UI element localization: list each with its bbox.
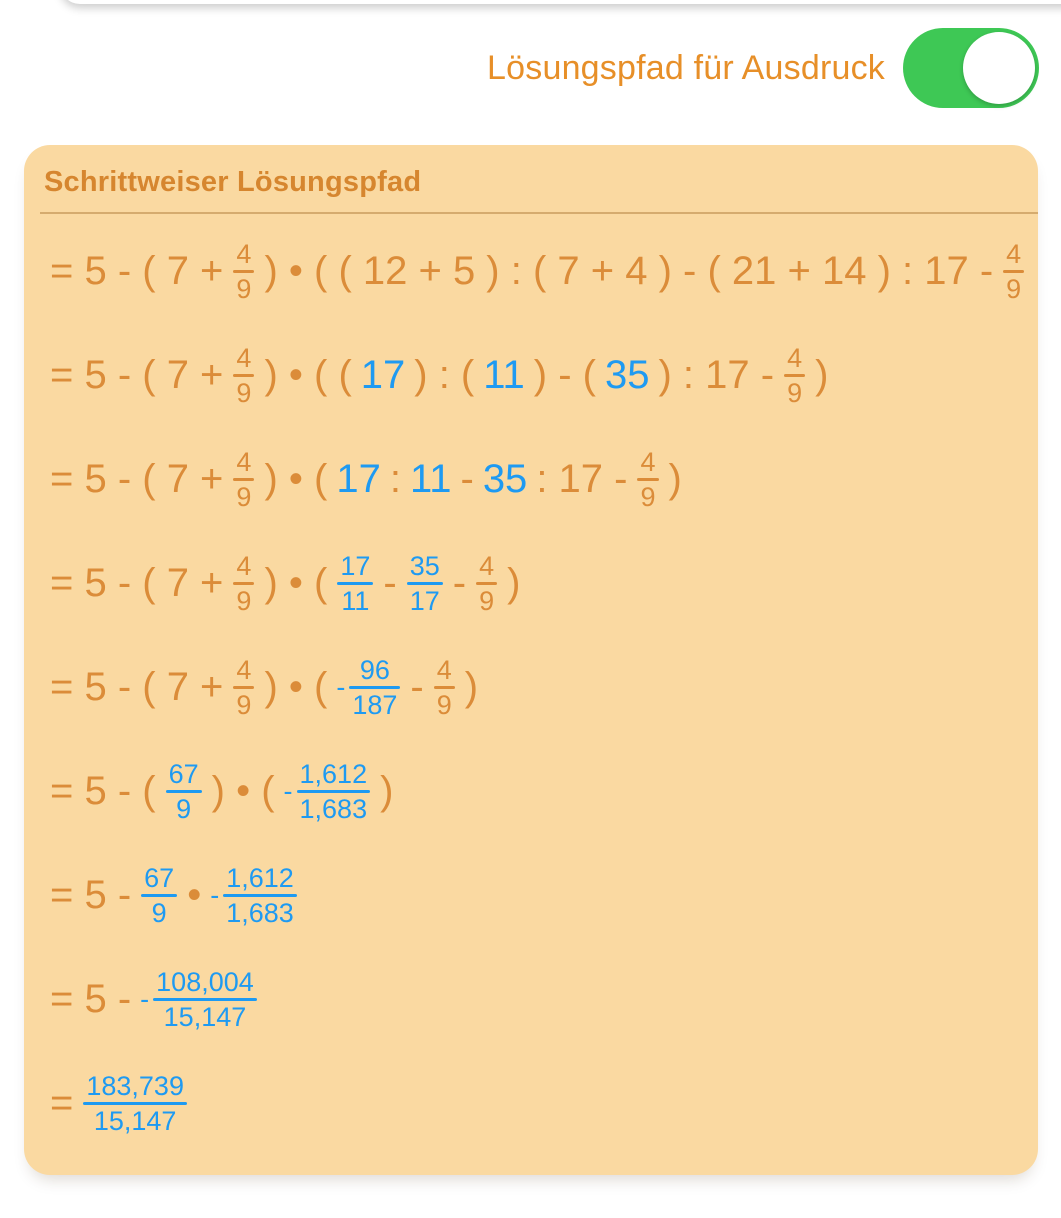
math-line [50,532,1038,636]
fraction: $\frac{4}{9}$ [232,344,255,408]
fraction: $\frac{4}{9}$ [636,448,659,512]
previous-card-bottom-edge [60,0,1061,4]
math-text: = [50,1081,74,1125]
math-text: ) [380,769,394,813]
math-line [50,844,1038,948]
fraction: $\frac{4}{9}$ [232,448,255,512]
fraction: - $\frac{1,612}{1,683}$ [284,760,372,824]
math-text: = 5 - [50,977,132,1021]
fraction-sign: - [140,984,150,1015]
math-text: 17 [360,353,406,397]
fraction: $\frac{4}{9}$ [475,552,498,616]
math-text: • [187,873,202,917]
math-text: - [460,457,474,501]
fraction-sign: - [210,880,220,911]
math-text: = 5 - ( [50,769,156,813]
fraction: $\frac{4}{9}$ [232,240,255,304]
math-line [50,740,1038,844]
math-text: 11 [409,457,452,501]
math-line [50,1052,1038,1156]
math-line [50,428,1038,532]
fraction: $\frac{67}{9}$ [165,760,203,824]
fraction: $\frac{183,739}{15,147}$ [82,1072,188,1136]
fraction: $\frac{67}{9}$ [140,864,178,928]
fraction: - $\frac{108,004}{15,147}$ [140,968,258,1032]
math-text: ) : 17 - [658,353,775,397]
toggle-label: Lösungspfad für Ausdruck [487,48,885,87]
math-text: ) [815,353,829,397]
math-text: 17 [336,457,381,501]
math-text: : [389,457,401,501]
fraction-sign: - [336,672,346,703]
fraction-sign: - [283,776,293,807]
math-text: = 5 - ( 7 + [50,353,224,397]
toggle-row [487,28,1039,108]
math-text: ) [507,561,521,605]
fraction: $\frac{4}{9}$ [1002,240,1025,304]
math-text: ) [464,665,479,709]
math-text: ) [668,457,682,501]
math-lines [24,214,1038,1156]
math-text: ) • ( [264,665,328,709]
fraction: $\frac{4}{9}$ [232,656,255,720]
math-line [50,636,1038,740]
math-text: = 5 - ( 7 + [50,457,224,501]
math-line [50,948,1038,1052]
math-text: = 5 - ( 7 + [50,249,224,293]
math-text: = 5 - ( 7 + [50,665,224,709]
math-text: : 17 - [536,457,628,501]
math-line [50,324,1038,428]
card-separator [40,212,1038,214]
math-text: = 5 - ( 7 + [50,561,224,605]
fraction: - $\frac{1,612}{1,683}$ [210,864,298,928]
math-text: - [452,561,467,605]
card-title: Schrittweiser Lösungspfad [44,166,422,198]
math-text: ) • ( [264,561,328,605]
math-text: ) - ( [533,353,596,397]
math-text: 35 [604,353,650,397]
math-text: 35 [482,457,528,501]
math-text: ) • ( [211,769,275,813]
fraction: $\frac{35}{17}$ [406,552,444,616]
math-text: ) • ( ( 12 + 5 ) : ( 7 + 4 ) - ( 21 + 14 ) : 17 - [264,249,994,293]
math-text: ) : ( [414,353,475,397]
math-text: ) • ( ( [264,353,352,397]
math-text: = 5 - [50,873,132,917]
math-text: 11 [483,353,525,397]
math-text: ) • ( [264,457,328,501]
fraction: $\frac{4}{9}$ [232,552,255,616]
toggle-knob [963,32,1035,104]
math-text: - [383,561,397,605]
math-line [50,220,1038,324]
fraction: $\frac{17}{11}$ [336,552,374,616]
math-text: - [410,665,424,709]
fraction: $\frac{4}{9}$ [783,344,806,408]
fraction: $\frac{4}{9}$ [433,656,456,720]
solution-path-card [24,145,1038,1175]
solution-path-toggle[interactable] [903,28,1039,108]
fraction: - $\frac{96}{187}$ [336,656,401,720]
